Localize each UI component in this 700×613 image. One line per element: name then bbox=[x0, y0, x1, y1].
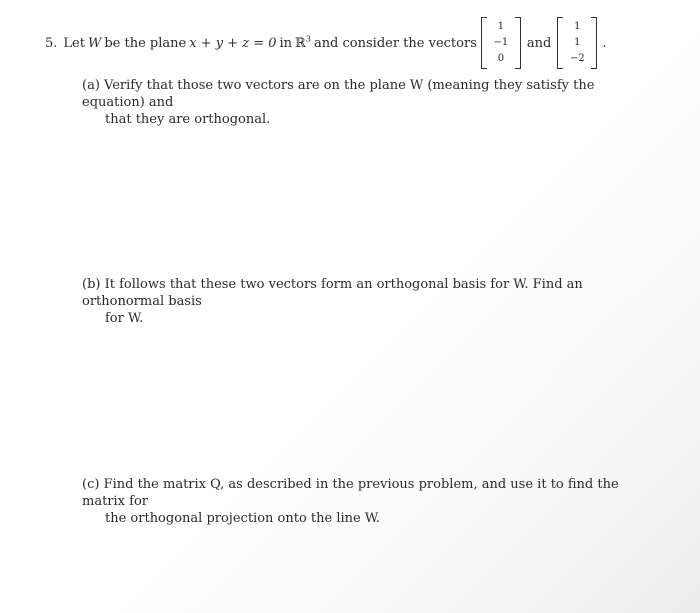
period: . bbox=[602, 35, 607, 51]
real-space-symbol bbox=[295, 36, 311, 51]
part-a bbox=[82, 77, 642, 128]
problem-text-in: in bbox=[279, 35, 293, 51]
vector-2-entries bbox=[563, 20, 591, 66]
part-c-line-1: Find the matrix Q, as described in the previous problem, and use it to find the matrix for bbox=[82, 477, 619, 509]
vector-2-entry: −2 bbox=[569, 53, 585, 64]
problem-number: 5. bbox=[45, 35, 58, 51]
vector-1-entries bbox=[487, 20, 515, 66]
part-c bbox=[82, 476, 642, 527]
vector-1-entry: −1 bbox=[493, 37, 509, 48]
vector-1 bbox=[481, 17, 521, 69]
and-word: and bbox=[526, 35, 552, 51]
vector-1-entry: 0 bbox=[497, 53, 505, 64]
part-a-label: (a) bbox=[82, 78, 100, 93]
plane-symbol: W bbox=[87, 35, 102, 51]
problem-text-plane: be the plane bbox=[104, 35, 187, 51]
right-bracket bbox=[591, 17, 597, 69]
real-space-exponent: 3 bbox=[305, 34, 311, 44]
vector-2-entry: 1 bbox=[574, 21, 581, 32]
part-a-line-1: Verify that those two vectors are on the plane W (meaning they satisfy the equation) and bbox=[82, 78, 595, 110]
plane-equation: x + y + z = 0 bbox=[189, 35, 277, 51]
part-c-line-2: the orthogonal projection onto the line W. bbox=[105, 511, 381, 526]
right-bracket bbox=[515, 17, 521, 69]
problem-text-vectors: and consider the vectors bbox=[313, 35, 477, 51]
problem-text-let: Let bbox=[63, 35, 85, 51]
vector-1-entry: 1 bbox=[497, 21, 505, 32]
part-c-label: (c) bbox=[82, 477, 100, 492]
problem-statement bbox=[45, 16, 606, 70]
real-symbol: ℝ bbox=[295, 35, 306, 51]
vector-2 bbox=[557, 17, 597, 69]
part-b-label: (b) bbox=[82, 277, 101, 292]
part-a-line-2: that they are orthogonal. bbox=[105, 112, 271, 127]
part-b-line-1: It follows that these two vectors form an orthogonal basis for W. Find an orthonormal basis bbox=[82, 277, 583, 309]
part-b-line-2: for W. bbox=[105, 311, 144, 326]
vector-2-entry: 1 bbox=[574, 37, 581, 48]
part-b bbox=[82, 276, 642, 327]
